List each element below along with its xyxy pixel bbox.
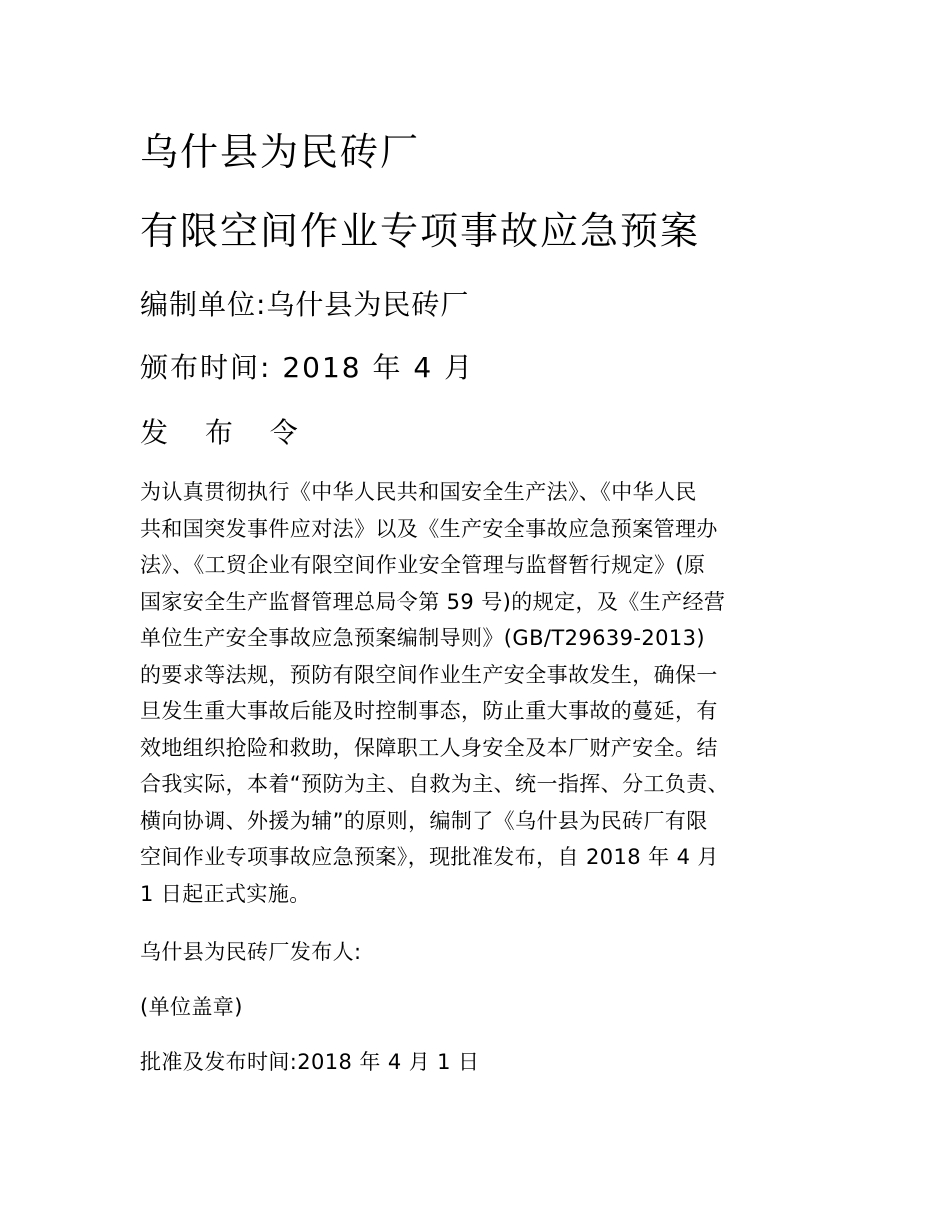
document-title-company: 乌什县为民砖厂 <box>140 130 421 174</box>
body-line: 单位生产安全事故应急预案编制导则》(GB/T29639-2013) <box>140 626 705 650</box>
order-body <box>140 474 820 912</box>
body-line: 的要求等法规，预防有限空间作业生产安全事故发生，确保一 <box>140 662 718 687</box>
body-line: 合我实际，本着“预防为主、自救为主、统一指挥、分工负责、 <box>140 772 730 796</box>
body-line: 国家安全生产监督管理总局令第 59 号)的规定，及《生产经营 <box>140 589 726 614</box>
body-line: 旦发生重大事故后能及时控制事态，防止重大事故的蔓延，有 <box>140 699 718 723</box>
body-line: 效地组织抢险和救助，保障职工人身安全及本厂财产安全。结 <box>140 735 718 760</box>
publisher-line: 乌什县为民砖厂发布人: <box>140 940 362 964</box>
order-heading: 发 布 令 <box>140 416 312 449</box>
body-line: 共和国突发事件应对法》以及《生产安全事故应急预案管理办 <box>140 516 718 541</box>
body-line: 横向协调、外援为辅”的原则，编制了《乌什县为民砖厂有限 <box>140 808 708 833</box>
approval-date: 批准及发布时间:2018 年 4 月 1 日 <box>140 1050 480 1074</box>
publish-time: 颁布时间: 2018 年 4 月 <box>140 351 475 384</box>
body-line: 法》、《工贸企业有限空间作业安全管理与监督暂行规定》(原 <box>140 553 706 577</box>
body-line: 1 日起正式实施。 <box>140 881 311 906</box>
body-line: 空间作业专项事故应急预案》，现批准发布，自 2018 年 4 月 <box>140 845 719 869</box>
document-title-plan: 有限空间作业专项事故应急预案 <box>140 209 701 253</box>
compiler-unit: 编制单位:乌什县为民砖厂 <box>140 288 470 321</box>
stamp-note: (单位盖章) <box>140 995 243 1019</box>
body-line: 为认真贯彻执行《中华人民共和国安全生产法》、《中华人民 <box>140 480 697 504</box>
